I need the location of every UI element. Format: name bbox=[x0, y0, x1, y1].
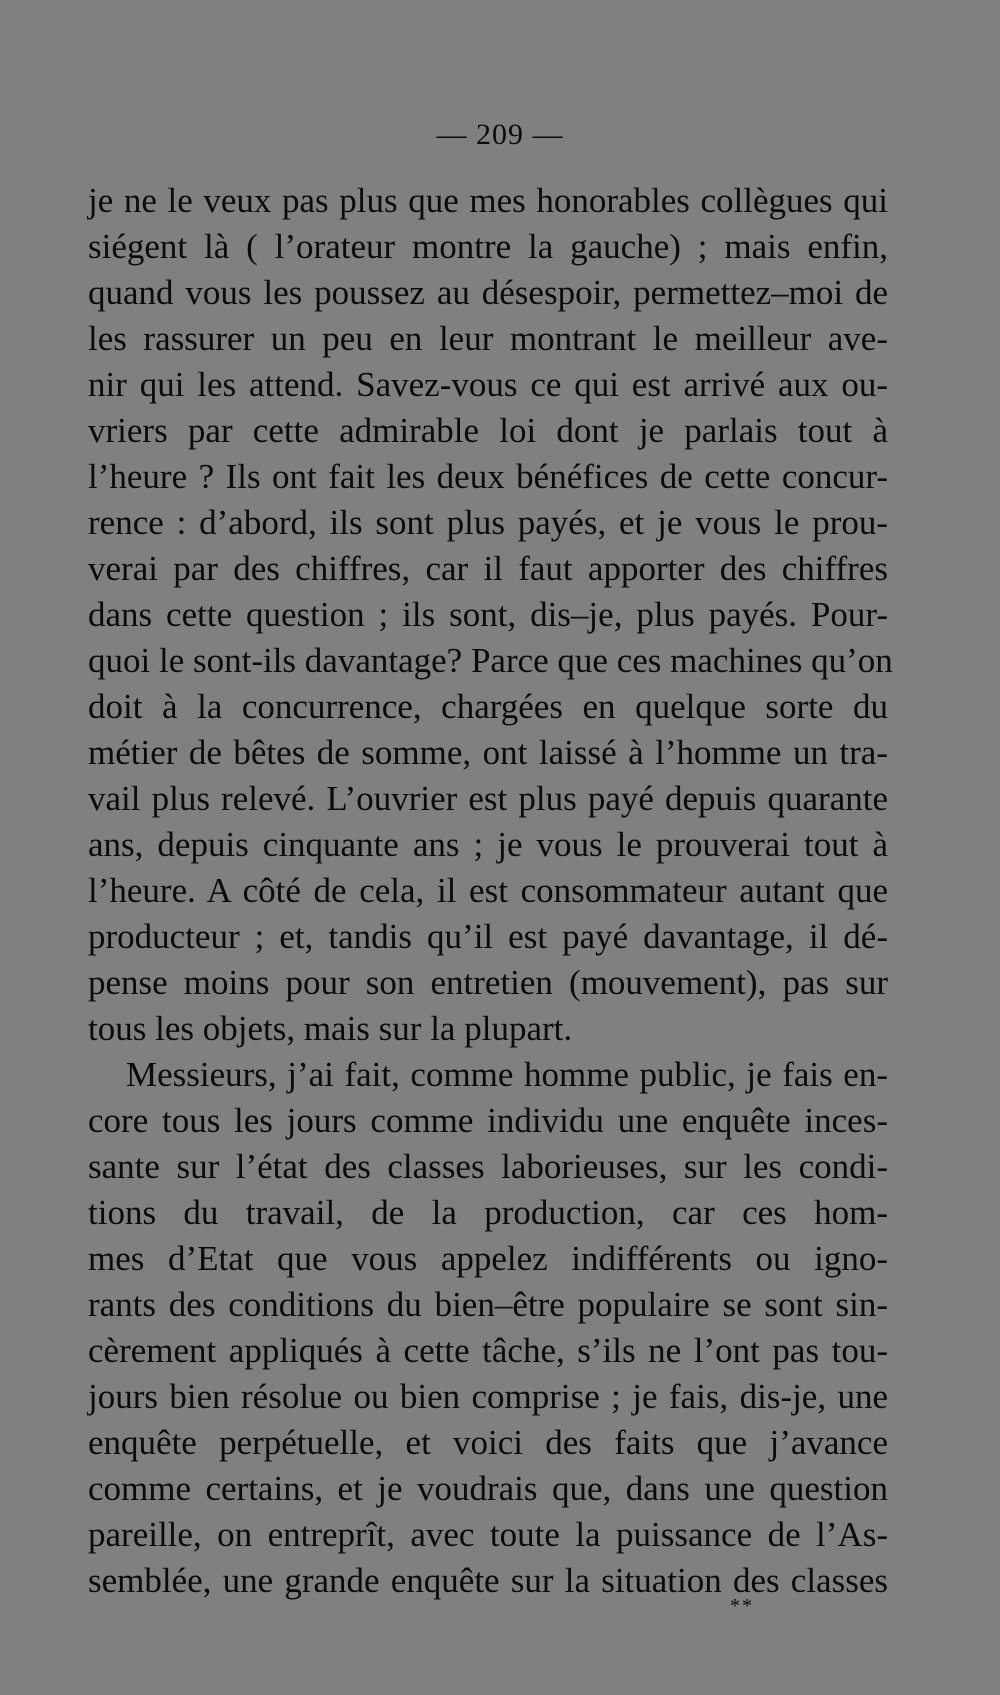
text-line: core tous les jours comme individu une enquête inces- bbox=[88, 1101, 888, 1140]
text-line: comme certains, et je voudrais que, dans une question bbox=[88, 1469, 888, 1508]
text-line: pense moins pour son entretien (mouvement), pas sur bbox=[88, 963, 888, 1002]
page-number: — 209 — bbox=[436, 118, 564, 151]
body-text bbox=[88, 178, 893, 1604]
text-line: siégent là ( l’orateur montre la gauche) ; mais enfin, bbox=[88, 227, 888, 266]
text-line: enquête perpétuelle, et voici des faits que j’avance bbox=[88, 1423, 888, 1462]
text-line: les rassurer un peu en leur montrant le meilleur ave- bbox=[88, 319, 888, 358]
signature-mark: ** bbox=[730, 1595, 754, 1617]
text-line: semblée, une grande enquête sur la situation des classes bbox=[88, 1561, 888, 1600]
text-line: ans, depuis cinquante ans ; je vous le prouverai tout à bbox=[88, 825, 888, 864]
text-line: cèrement appliqués à cette tâche, s’ils ne l’ont pas tou- bbox=[88, 1331, 888, 1370]
text-line: Messieurs, j’ai fait, comme homme public, je fais en- bbox=[126, 1055, 888, 1094]
text-line: mes d’Etat que vous appelez indifférents ou igno- bbox=[88, 1239, 888, 1278]
text-line: vail plus relevé. L’ouvrier est plus payé depuis quarante bbox=[88, 779, 888, 818]
text-line: pareille, on entreprît, avec toute la puissance de l’As- bbox=[88, 1515, 888, 1554]
text-line: dans cette question ; ils sont, dis–je, plus payés. Pour- bbox=[88, 595, 888, 634]
text-line: nir qui les attend. Savez-vous ce qui est arrivé aux ou- bbox=[88, 365, 888, 404]
text-line: rence : d’abord, ils sont plus payés, et je vous le prou- bbox=[88, 503, 888, 542]
text-line: métier de bêtes de somme, ont laissé à l’homme un tra- bbox=[88, 733, 888, 772]
text-line: producteur ; et, tandis qu’il est payé davantage, il dé- bbox=[88, 917, 888, 956]
text-line: je ne le veux pas plus que mes honorables collègues qui bbox=[88, 181, 888, 220]
text-line: verai par des chiffres, car il faut apporter des chiffres bbox=[88, 549, 888, 588]
text-line: sante sur l’état des classes laborieuses, sur les condi- bbox=[88, 1147, 888, 1186]
text-line: jours bien résolue ou bien comprise ; je fais, dis-je, une bbox=[88, 1377, 888, 1416]
text-line: quoi le sont-ils davantage? Parce que ces machines qu’on bbox=[88, 641, 893, 680]
text-line: quand vous les poussez au désespoir, permettez–moi de bbox=[88, 273, 888, 312]
text-line: vriers par cette admirable loi dont je parlais tout à bbox=[88, 411, 888, 450]
text-line: tions du travail, de la production, car ces hom- bbox=[88, 1193, 888, 1232]
text-line: l’heure ? Ils ont fait les deux bénéfices de cette concur- bbox=[88, 457, 888, 496]
text-line: tous les objets, mais sur la plupart. bbox=[88, 1009, 573, 1048]
text-line: rants des conditions du bien–être populaire se sont sin- bbox=[88, 1285, 888, 1324]
text-line: doit à la concurrence, chargées en quelque sorte du bbox=[88, 687, 888, 726]
text-line: l’heure. A côté de cela, il est consommateur autant que bbox=[88, 871, 888, 910]
